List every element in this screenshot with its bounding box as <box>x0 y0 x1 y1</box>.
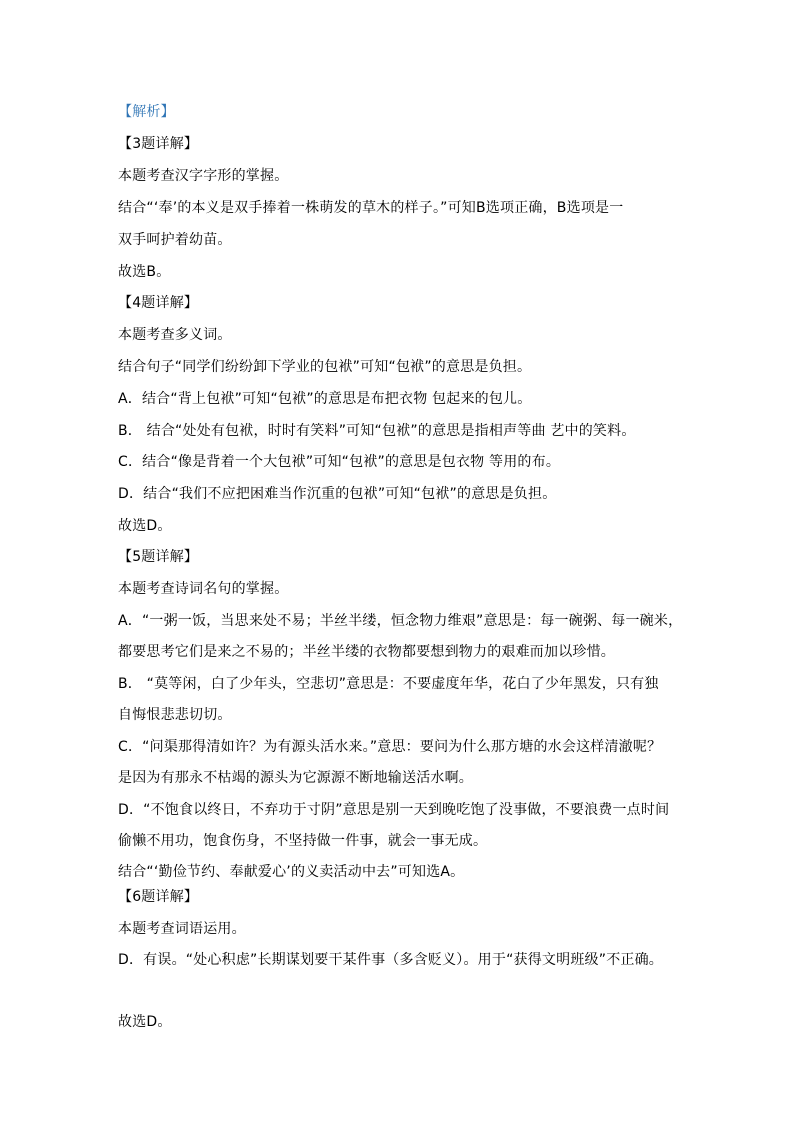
section-5-option-a: A．“一粥一饭，当思来处不易；半丝半缕，恒念物力维艰”意思是：每一碗粥、每一碗米， <box>118 613 683 629</box>
section-5-option-b: B． “莫等闲，白了少年头，空悲切”意思是：不要虚度年华，花白了少年黑发，只有独 <box>118 676 659 692</box>
section-4-option-b: B． 结合“处处有包袱，时时有笑料”可知“包袱”的意思是指相声等曲 艺中的笑料。 <box>118 423 636 439</box>
section-3-line: 结合“‘奉’的本义是双手捧着一株萌发的草木的样子。”可知B选项正确，B选项是一 <box>118 200 624 216</box>
section-4-line: 结合句子“同学们纷纷卸下学业的包袱”可知“包袱”的意思是负担。 <box>118 359 532 375</box>
section-6-line: 本题考查词语运用。 <box>118 921 246 937</box>
section-3-line: 本题考查汉字字形的掌握。 <box>118 168 289 184</box>
section-5-heading: 【5题详解】 <box>118 549 199 565</box>
section-5-option-b-cont: 自悔恨悲悲切切。 <box>118 707 232 723</box>
section-5-line: 本题考查诗词名句的掌握。 <box>118 581 289 597</box>
section-4-option-a: A．结合“背上包袱”可知“包袱”的意思是布把衣物 包起来的包儿。 <box>118 391 532 407</box>
section-6-answer: 故选D。 <box>118 1014 172 1030</box>
section-4-line: 本题考查多义词。 <box>118 327 232 343</box>
section-5-option-a-cont: 都要思考它们是来之不易的；半丝半缕的衣物都要想到物力的艰难而加以珍惜。 <box>118 644 615 660</box>
section-4-answer: 故选D。 <box>118 518 172 534</box>
analysis-heading: 【解析】 <box>118 104 175 120</box>
section-5-option-c: C．“问渠那得清如许？为有源头活水来。”意思：要问为什么那方塘的水会这样清澈呢？ <box>118 739 662 755</box>
section-5-answer: 结合“‘勤俭节约、奉献爱心’的义卖活动中去”可知选A。 <box>118 864 465 880</box>
section-3-line: 双手呵护着幼苗。 <box>118 232 232 248</box>
section-5-option-c-cont: 是因为有那永不枯竭的源头为它源源不断地输送活水啊。 <box>118 770 473 786</box>
section-4-heading: 【4题详解】 <box>118 295 199 311</box>
section-3-heading: 【3题详解】 <box>118 136 199 152</box>
section-6-option-d: D．有误。“处心积虑”长期谋划要干某件事（多含贬义）。用于“获得文明班级”不正确。 <box>118 952 663 968</box>
section-4-option-c: C．结合“像是背着一个大包袱”可知“包袱”的意思是包衣物 等用的布。 <box>118 454 561 470</box>
section-5-option-d-cont: 偷懒不用功，饱食伤身，不坚持做一件事，就会一事无成。 <box>118 833 488 849</box>
section-5-option-d: D．“不饱食以终日，不弃功于寸阴”意思是别一天到晚吃饱了没事做，不要浪费一点时间 <box>118 802 670 818</box>
section-6-heading: 【6题详解】 <box>118 889 199 905</box>
section-4-option-d: D．结合“我们不应把困难当作沉重的包袱”可知“包袱”的意思是负担。 <box>118 486 557 502</box>
section-3-answer: 故选B。 <box>118 264 171 280</box>
